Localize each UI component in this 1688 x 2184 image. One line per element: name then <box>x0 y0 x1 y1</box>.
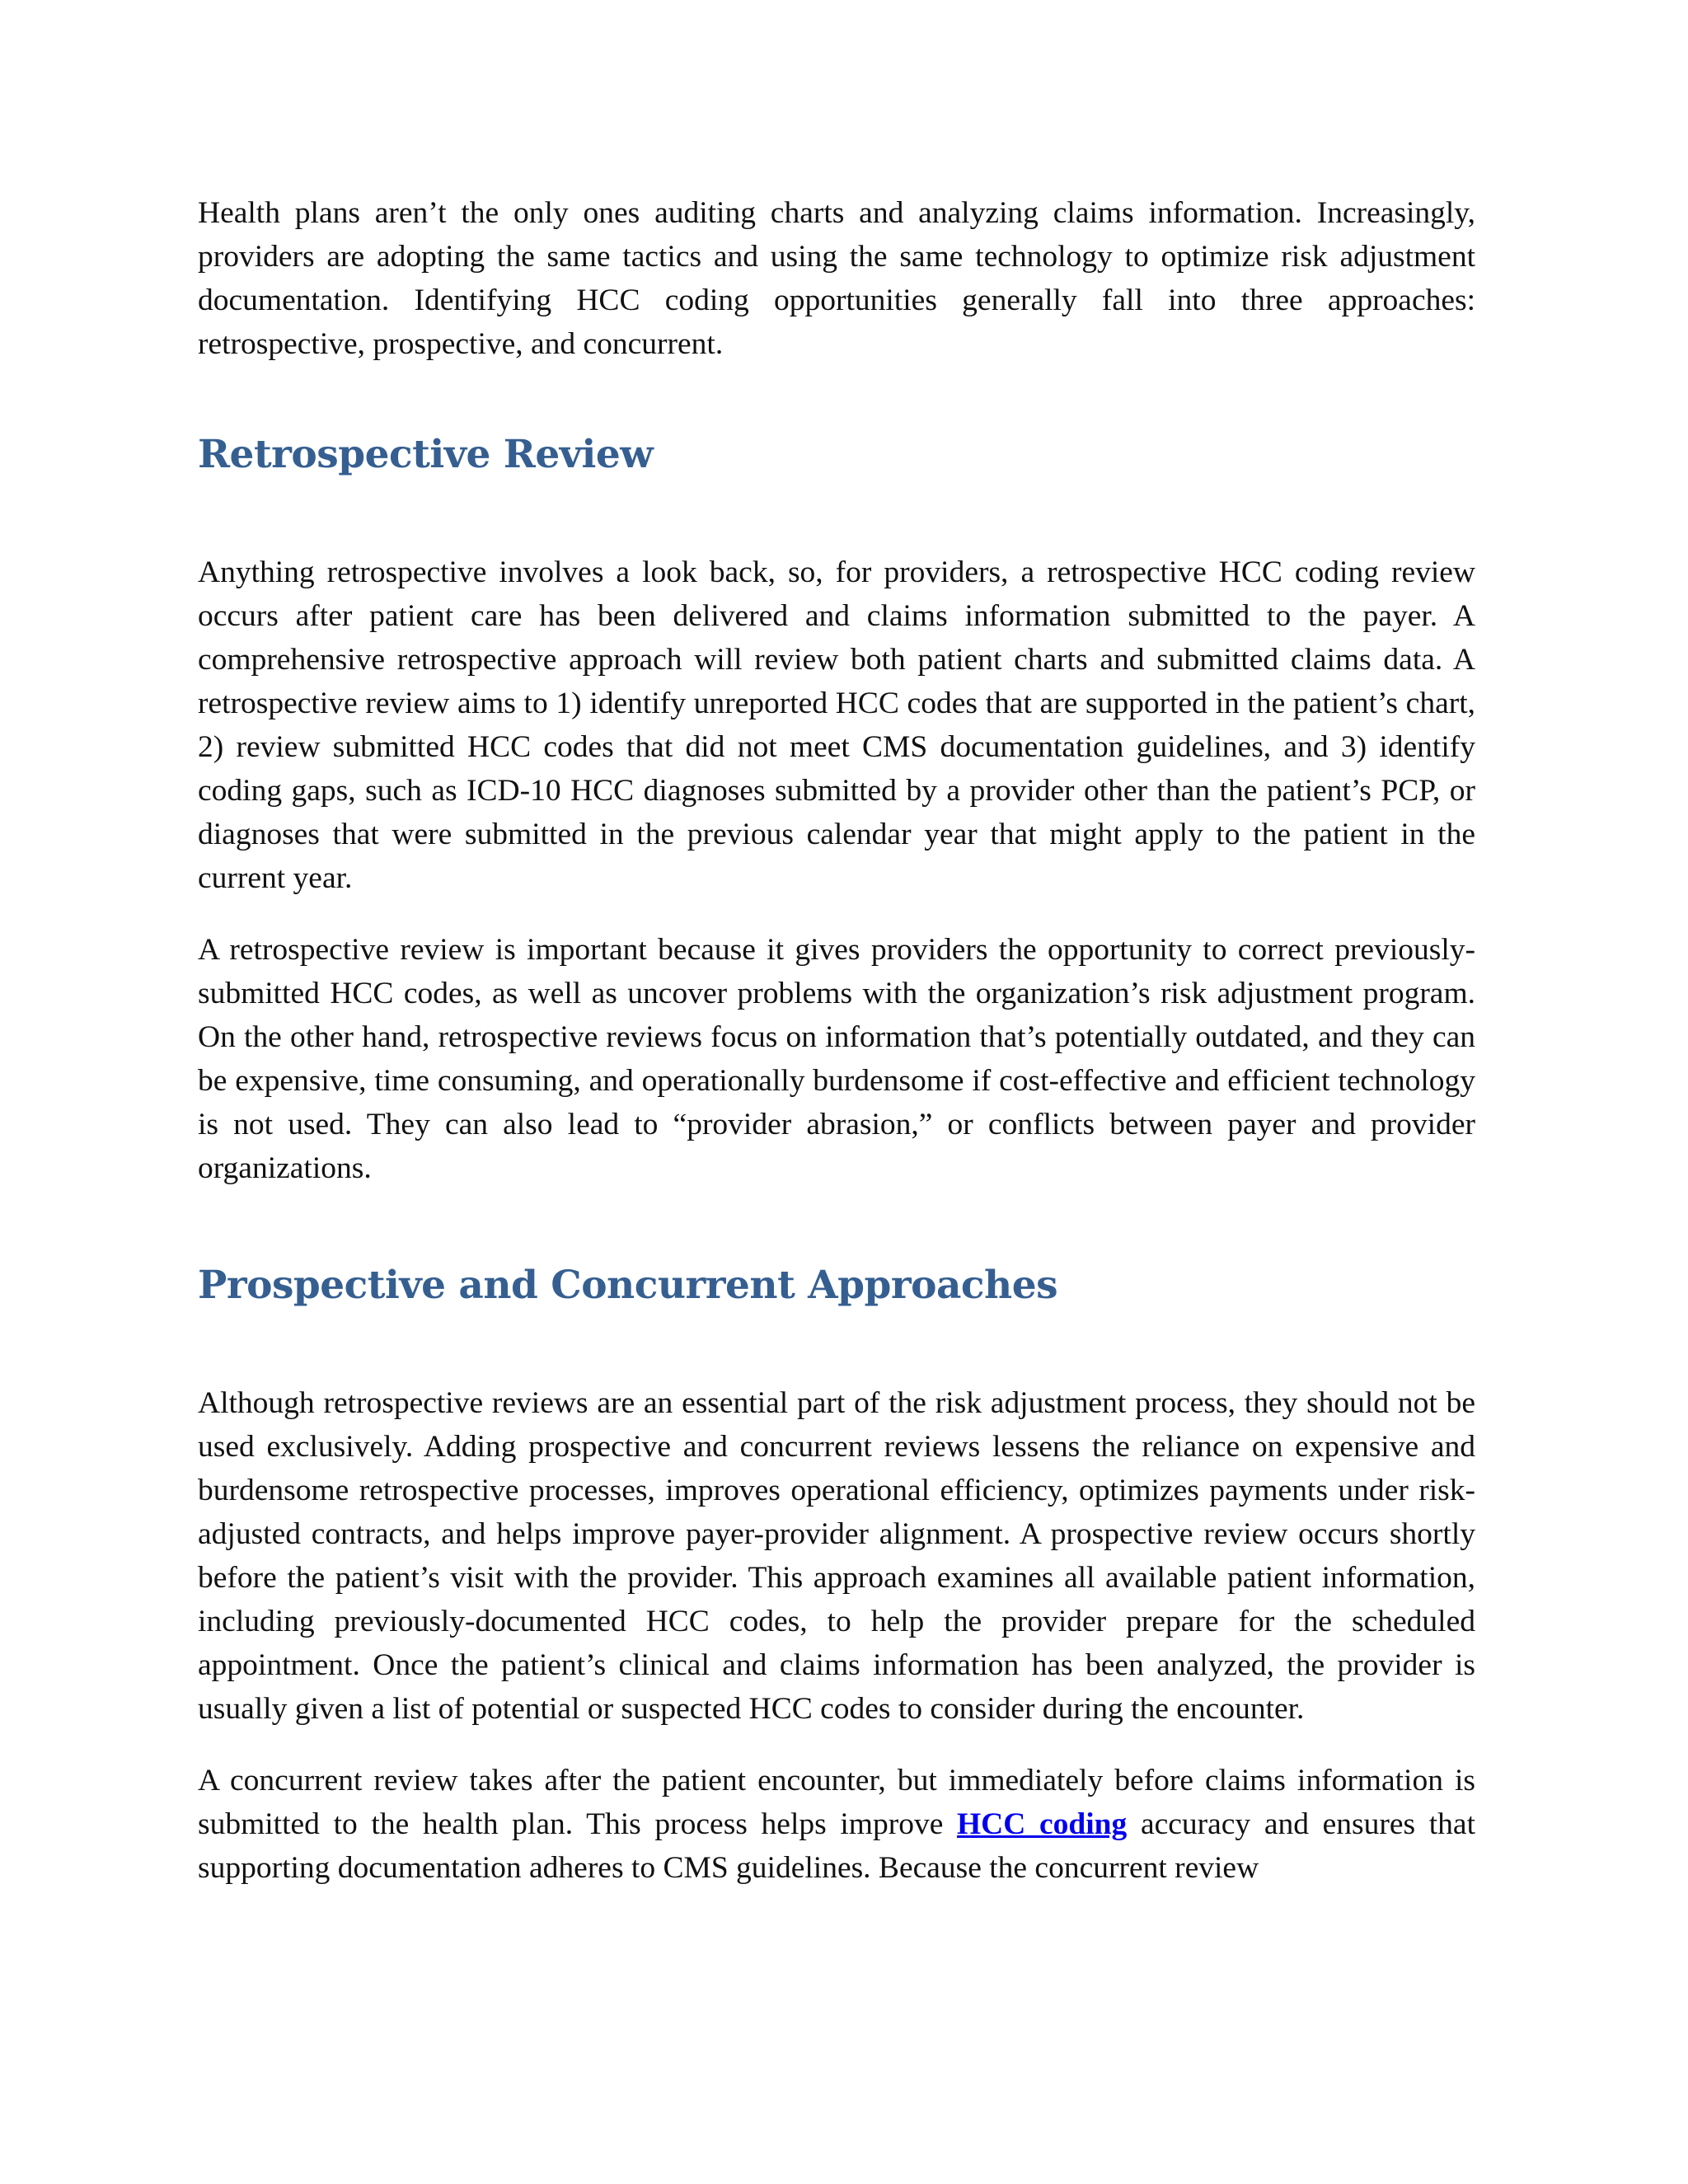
concurrent-paragraph <box>198 1759 1475 1890</box>
document-body <box>198 191 1475 1890</box>
concurrent-text-after-link: accuracy and ensures that supporting documentation adheres to CMS guidelines. Because the concurrent review <box>198 1807 1475 1885</box>
hcc-coding-link[interactable]: HCC coding <box>957 1807 1128 1841</box>
retrospective-paragraph-2: A retrospective review is important because it gives providers the opportunity to correct previously-submitted HCC codes, as well as uncover problems with the organization’s risk adjustment program. On the other hand, retrospective reviews focus on information that’s potentially outdated, and they can be expensive, time consuming, and operationally burdensome if cost-effective and efficient technology is not used. They can also lead to “provider abrasion,” or conflicts between payer and provider organizations. <box>198 933 1475 1185</box>
concurrent-text-before-link: A concurrent review takes after the patient encounter, but immediately before claims information is submitted to the health plan. This process helps improve <box>198 1764 1475 1841</box>
section-heading-retrospective: Retrospective Review <box>198 432 654 477</box>
intro-paragraph: Health plans aren’t the only ones auditing charts and analyzing claims information. Increasingly, providers are adopting the same tactics and using the same technology to optimize risk adjustment documentation. Identifying HCC coding opportunities generally fall into three approaches: retrospective, prospective, and concurrent. <box>198 196 1475 361</box>
section-heading-prospective-concurrent: Prospective and Concurrent Approaches <box>198 1263 1058 1308</box>
retrospective-paragraph-1: Anything retrospective involves a look back, so, for providers, a retrospective HCC coding review occurs after patient care has been delivered and claims information submitted to the payer. A comprehensive retrospective approach will review both patient charts and submitted claims data. A retrospective review aims to 1) identify unreported HCC codes that are supported in the patient’s chart, 2) review submitted HCC codes that did not meet CMS documentation guidelines, and 3) identify coding gaps, such as ICD-10 HCC diagnoses submitted by a provider other than the patient’s PCP, or diagnoses that were submitted in the previous calendar year that might apply to the patient in the current year. <box>198 555 1475 895</box>
prospective-paragraph-1: Although retrospective reviews are an essential part of the risk adjustment process, they should not be used exclusively. Adding prospective and concurrent reviews lessens the reliance on expensive and burdensome retrospective processes, improves operational efficiency, optimizes payments under risk-adjusted contracts, and helps improve payer-provider alignment. A prospective review occurs shortly before the patient’s visit with the provider. This approach examines all available patient information, including previously-documented HCC codes, to help the provider prepare for the scheduled appointment. Once the patient’s clinical and claims information has been analyzed, the provider is usually given a list of potential or suspected HCC codes to consider during the encounter. <box>198 1386 1475 1726</box>
